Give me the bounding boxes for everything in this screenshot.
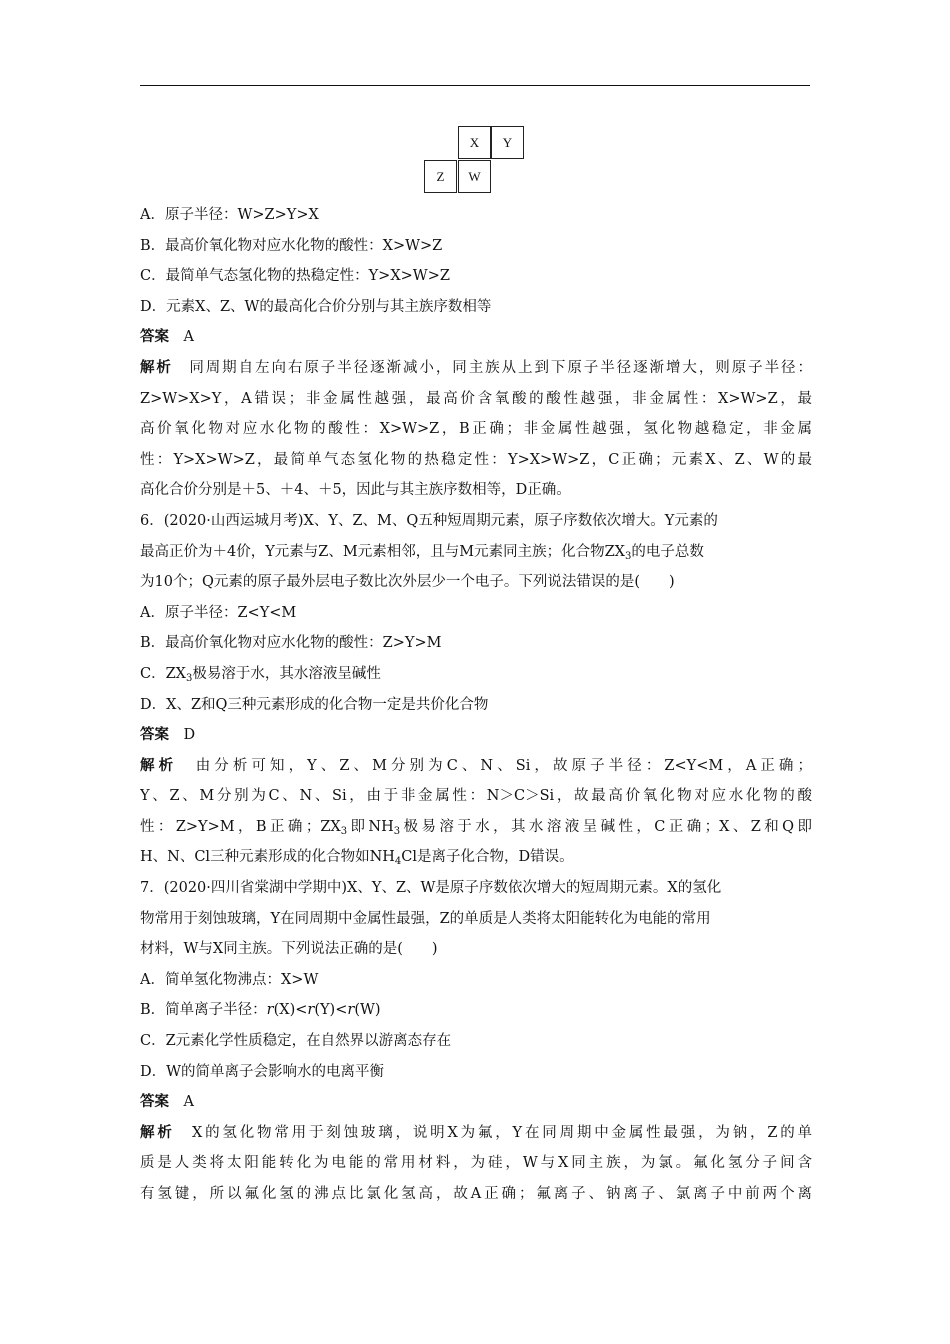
q6-answer: 答案 D xyxy=(140,726,196,744)
q5-option-d: D．元素X、Z、W的最高化合价分别与其主族序数相等 xyxy=(140,298,492,315)
q6-option-c: C．$ZX_3$极易溶于水，其水溶液呈碱性 xyxy=(140,665,381,684)
q6-analysis-line: 性：Z>Y>M，B正确；$ZX_3$即$NH_3$极易溶于水，其水溶液呈碱性，C正确；X、Z和Q即 xyxy=(140,818,812,837)
q6-stem-line: 为10个；Q元素的原子最外层电子数比次外层少一个电子。下列说法错误的是( ) xyxy=(140,574,675,591)
q5-option-c: C．最简单气态氢化物的热稳定性：Y>X>W>Z xyxy=(140,268,450,285)
q5-analysis-line: 解析 同周期自左向右原子半径逐渐减小，同主族从上到下原子半径逐渐增大，则原子半径： xyxy=(140,358,812,376)
q6-analysis-line: H、N、Cl三种元素形成的化合物如$NH_4Cl$是离子化合物，D错误。 xyxy=(140,849,574,868)
q7-option-b: B．简单离子半径：r(X)<r(Y)<r(W) xyxy=(140,1002,381,1019)
q7-stem-line: 物常用于刻蚀玻璃，Y在同周期中金属性最强，Z的单质是人类将太阳能转化为电能的常用 xyxy=(140,910,711,927)
q6-analysis-line: 解析 由分析可知，Y、Z、M分别为C、N、Si，故原子半径：Z<Y<M，A正确； xyxy=(140,756,812,774)
q6-analysis-line: Y、Z、M分别为C、N、Si，由于非金属性：N＞C＞Si，故最高价氧化物对应水化物的酸 xyxy=(140,788,812,805)
q6-option-a: A．原子半径：Z<Y<M xyxy=(140,604,297,621)
document-body xyxy=(140,200,812,1210)
q5-option-a: A．原子半径：W>Z>Y>X xyxy=(140,207,319,223)
q5-option-b: B．最高价氧化物对应水化物的酸性：X>W>Z xyxy=(140,237,443,254)
q7-option-d: D．W的简单离子会影响水的电离平衡 xyxy=(140,1063,385,1080)
cell-x: X xyxy=(458,126,491,159)
q6-option-b: B．最高价氧化物对应水化物的酸性：Z>Y>M xyxy=(140,635,442,652)
q5-analysis-line: 高化合价分别是＋5、＋4、＋5，因此与其主族序数相等，D正确。 xyxy=(140,482,571,499)
q7-stem-line: 材料，W与X同主族。下列说法正确的是( ) xyxy=(140,941,438,958)
q7-analysis-line: 有氢键，所以氟化氢的沸点比氯化氢高，故A正确；氟离子、钠离子、氯离子中前两个离 xyxy=(140,1186,812,1202)
q7-analysis-line: 质是人类将太阳能转化为电能的常用材料，为硅，W与X同主族，为氯。氟化氢分子间含 xyxy=(140,1155,812,1172)
cell-w: W xyxy=(458,160,491,193)
cell-y: Y xyxy=(491,126,524,159)
header-rule xyxy=(140,85,810,86)
q7-answer: 答案 A xyxy=(140,1093,194,1111)
q5-analysis-line: Z>W>X>Y，A错误；非金属性越强，最高价含氧酸的酸性越强，非金属性：X>W>Z，最 xyxy=(140,390,812,407)
q7-analysis-line: 解析 X的氢化物常用于刻蚀玻璃，说明X为氟，Y在同周期中金属性最强，为钠，Z的单 xyxy=(140,1123,812,1141)
q6-stem-line: 最高正价为＋4价，Y元素与Z、M元素相邻，且与M元素同主族；化合物$ZX_3$的电子总数 xyxy=(140,543,704,562)
q5-analysis-line: 性：Y>X>W>Z，最简单气态氢化物的热稳定性：Y>X>W>Z，C正确；元素X、Z、W的最 xyxy=(140,451,812,468)
q6-stem-line: 6．(2020·山西运城月考)X、Y、Z、M、Q五种短周期元素，原子序数依次增大。Y元素的 xyxy=(140,512,718,529)
q5-analysis-line: 高价氧化物对应水化物的酸性：X>W>Z，B正确；非金属性越强，氢化物越稳定，非金属 xyxy=(140,421,812,438)
q6-option-d: D．X、Z和Q三种元素形成的化合物一定是共价化合物 xyxy=(140,696,489,713)
q5-answer: 答案 A xyxy=(140,328,194,346)
q7-option-a: A．简单氢化物沸点：X>W xyxy=(140,971,319,988)
q7-stem-line: 7．(2020·四川省棠湖中学期中)X、Y、Z、W是原子序数依次增大的短周期元素。X的氢化 xyxy=(140,880,722,897)
cell-z: Z xyxy=(424,160,457,193)
periodic-table-fragment xyxy=(424,126,526,194)
q7-option-c: C．Z元素化学性质稳定，在自然界以游离态存在 xyxy=(140,1033,452,1050)
